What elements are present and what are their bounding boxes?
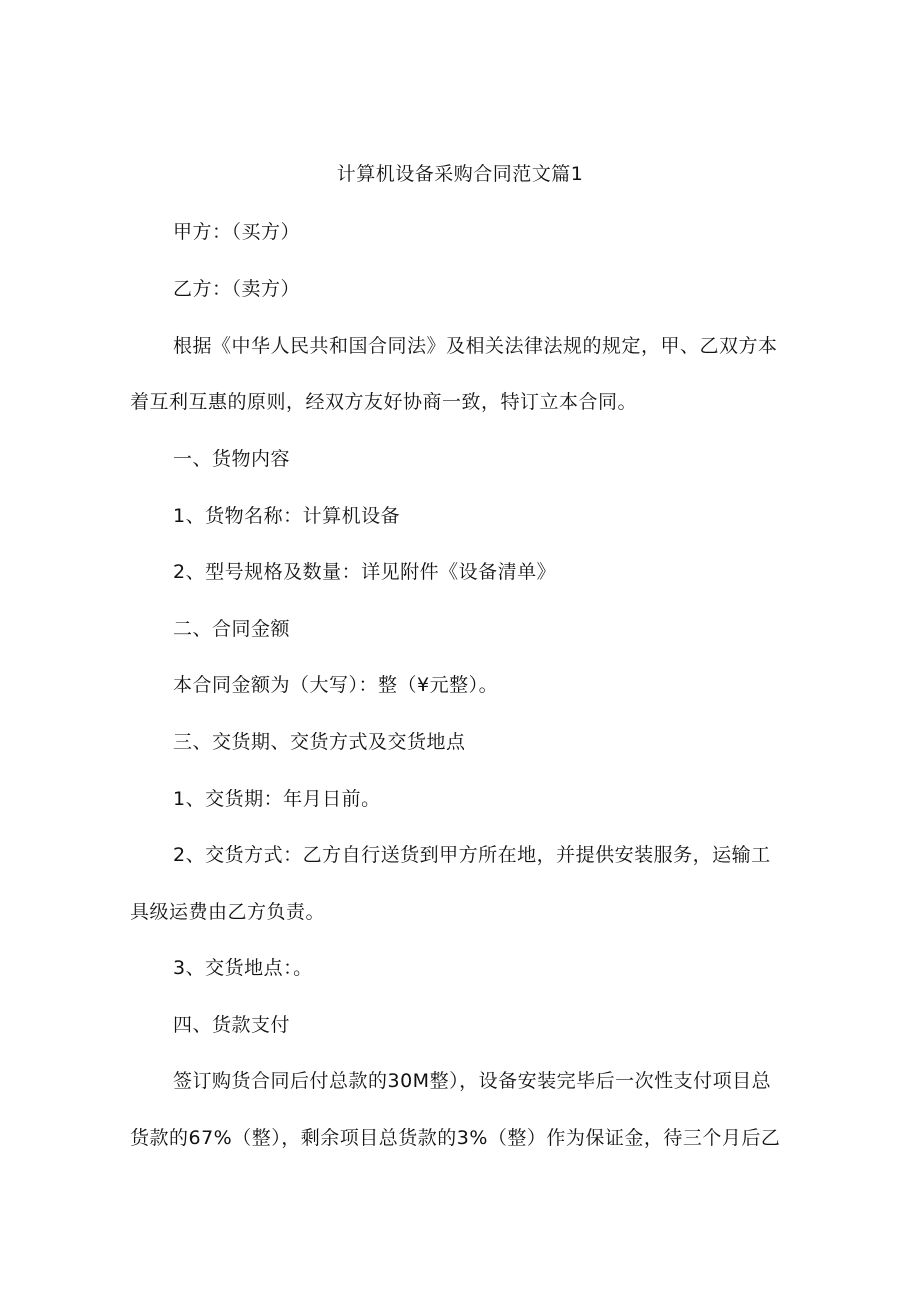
- party-a-line: 甲方：（买方）: [173, 221, 301, 243]
- clause-3-1: 1、交货期：年月日前。: [173, 788, 381, 810]
- section-heading-1: 一、货物内容: [173, 448, 291, 470]
- section-heading-3: 三、交货期、交货方式及交货地点: [173, 731, 466, 753]
- preamble-line-1: 根据《中华人民共和国合同法》及相关法律法规的规定，甲、乙双方本: [173, 335, 778, 357]
- section-heading-4: 四、货款支付: [173, 1014, 291, 1036]
- clause-3-2-line-1: 2、交货方式：乙方自行送货到甲方所在地，并提供安装服务，运输工: [173, 844, 771, 866]
- clause-3-2-line-2: 具级运费由乙方负责。: [130, 901, 326, 923]
- document-title: 计算机设备采购合同范文篇1: [336, 163, 584, 185]
- section-heading-2: 二、合同金额: [173, 618, 291, 640]
- payment-line-1: 签订购货合同后付总款的30M整），设备安装完毕后一次性支付项目总: [173, 1070, 772, 1092]
- contract-amount-line: 本合同金额为（大写）：整（¥元整）。: [173, 674, 499, 696]
- clause-3-3: 3、交货地点：。: [173, 957, 313, 979]
- party-b-line: 乙方：（卖方）: [173, 278, 301, 300]
- preamble-line-2: 着互利互惠的原则，经双方友好协商一致，特订立本合同。: [130, 391, 638, 413]
- clause-1-2: 2、型号规格及数量：详见附件《设备清单》: [173, 561, 557, 583]
- payment-line-2: 货款的67%（整），剩余项目总货款的3%（整）作为保证金，待三个月后乙: [130, 1127, 781, 1149]
- clause-1-1: 1、货物名称：计算机设备: [173, 505, 401, 527]
